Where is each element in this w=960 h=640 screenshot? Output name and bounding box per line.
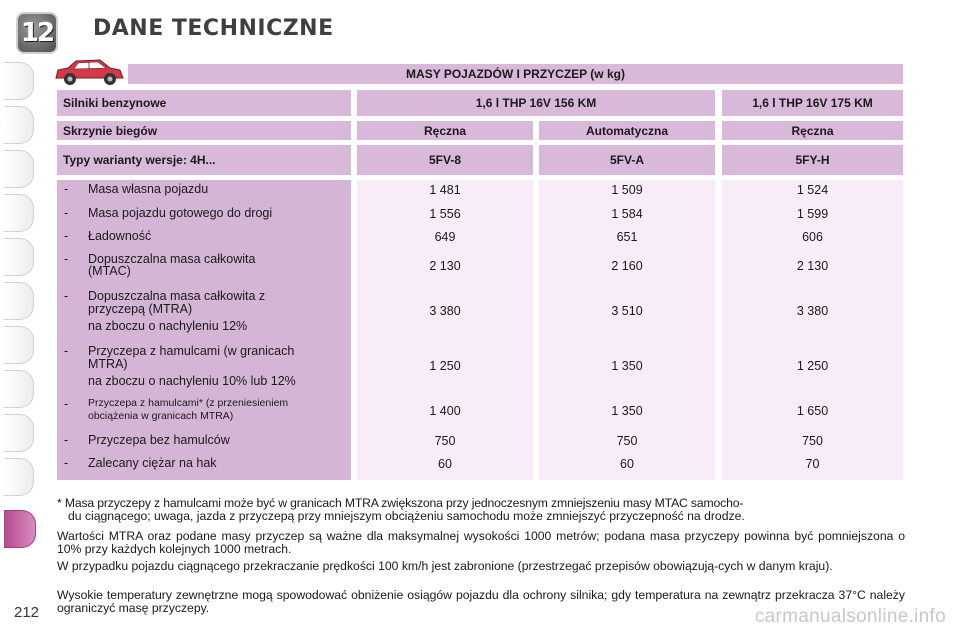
chapter-tab[interactable] bbox=[4, 194, 34, 232]
table-cell: 1 584 bbox=[611, 207, 643, 221]
variant-header-3: 5FY-H bbox=[722, 145, 903, 175]
footnote-line: * Masa przyczepy z hamulcami może być w granicach MTRA zwiększona przy jednoczesnym zmniejszeniu masy MTAC samocho- bbox=[57, 496, 744, 510]
table-cell: 3 510 bbox=[611, 304, 643, 318]
gearbox-header-3: Ręczna bbox=[722, 121, 903, 140]
watermark: carmanualsonline.info bbox=[754, 606, 946, 627]
table-cell: 2 160 bbox=[611, 259, 643, 273]
table-cell: 1 509 bbox=[611, 183, 643, 197]
chapter-tab[interactable] bbox=[4, 106, 34, 144]
paragraph: W przypadku pojazdu ciągnącego przekraczanie prędkości 100 km/h jest zabronione (przestrzegać przepisów obowiązują-cych w danym kraju). bbox=[57, 559, 833, 573]
engine-header-1: 1,6 l THP 16V 156 KM bbox=[357, 90, 715, 116]
chapter-tab[interactable] bbox=[4, 62, 34, 100]
table-cell: 2 130 bbox=[429, 259, 461, 273]
variant-header-1: 5FV-8 bbox=[357, 145, 533, 175]
table-cell: 1 650 bbox=[796, 404, 829, 418]
gearbox-header-1: Ręczna bbox=[357, 121, 533, 140]
table-cell: 1 599 bbox=[796, 207, 829, 221]
variant-header-2: 5FV-A bbox=[539, 145, 715, 175]
table-cell: 750 bbox=[616, 434, 638, 448]
table-cell: 70 bbox=[805, 457, 820, 471]
table-caption bbox=[128, 64, 903, 84]
gearbox-label-cell: Skrzynie biegów bbox=[57, 121, 351, 140]
table-caption-text: MASY POJAZDÓW I PRZYCZEP (w kg) bbox=[406, 67, 625, 81]
table-cell: 2 130 bbox=[796, 259, 829, 273]
table-cell: 651 bbox=[616, 230, 638, 244]
chapter-tab-active[interactable] bbox=[4, 510, 36, 548]
table-cell: 3 380 bbox=[429, 304, 461, 318]
engine-header-2: 1,6 l THP 16V 175 KM bbox=[722, 90, 903, 116]
table-cell: 1 250 bbox=[796, 359, 829, 373]
table-cell: 1 524 bbox=[796, 183, 829, 197]
variant-label-cell: Typy warianty wersje: 4H... bbox=[57, 145, 351, 175]
table-cell: 1 400 bbox=[429, 404, 461, 418]
table-cell: 750 bbox=[802, 434, 823, 448]
page-number: 212 bbox=[14, 604, 40, 621]
gearbox-header-2: Automatyczna bbox=[539, 121, 715, 140]
paragraph: Wartości MTRA oraz podane masy przyczep są ważne dla maksymalnej wysokości 1000 metrów; podana masa przyczepy powinna być pomniejszona o 10% przy każdych kolejnych 1000 metrach. bbox=[57, 529, 905, 556]
table-cell: 1 350 bbox=[611, 404, 643, 418]
chapter-tab[interactable] bbox=[4, 150, 34, 188]
table-cell: 606 bbox=[802, 230, 823, 244]
chapter-tab-strip bbox=[0, 40, 36, 600]
table-cell: 1 250 bbox=[429, 359, 461, 373]
chapter-tab[interactable] bbox=[4, 282, 34, 320]
table-cell: 60 bbox=[438, 457, 452, 471]
chapter-number-badge bbox=[18, 14, 56, 52]
table-cell: 1 556 bbox=[429, 207, 461, 221]
footnote-line: du ciągnącego; uwaga, jazda z przyczepą przy mniejszym obciążeniu samochodu może zmniejszyć przyczepność na drodze. bbox=[68, 509, 745, 523]
page-title: DANE TECHNICZNE bbox=[93, 16, 334, 41]
chapter-tab[interactable] bbox=[4, 458, 34, 496]
table-cell: 649 bbox=[434, 230, 456, 244]
chapter-tab[interactable] bbox=[4, 370, 34, 408]
chapter-tab[interactable] bbox=[4, 326, 34, 364]
table-cell: 60 bbox=[620, 457, 634, 471]
chapter-number: 12 bbox=[20, 18, 54, 48]
chapter-tab[interactable] bbox=[4, 238, 34, 276]
table-cell: 1 350 bbox=[611, 359, 643, 373]
paragraph: Wysokie temperatury zewnętrzne mogą spowodować obniżenie osiągów pojazdu dla ochrony silnika; gdy temperatura na zewnątrz przekracza 37°C należy ograniczyć masę przyczepy. bbox=[57, 588, 905, 615]
car-icon bbox=[52, 56, 126, 88]
chapter-tab[interactable] bbox=[4, 414, 34, 452]
engine-label-cell: Silniki benzynowe bbox=[57, 90, 351, 116]
table-cell: 750 bbox=[434, 434, 456, 448]
table-cell: 1 481 bbox=[429, 183, 461, 197]
table-cell: 3 380 bbox=[796, 304, 829, 318]
